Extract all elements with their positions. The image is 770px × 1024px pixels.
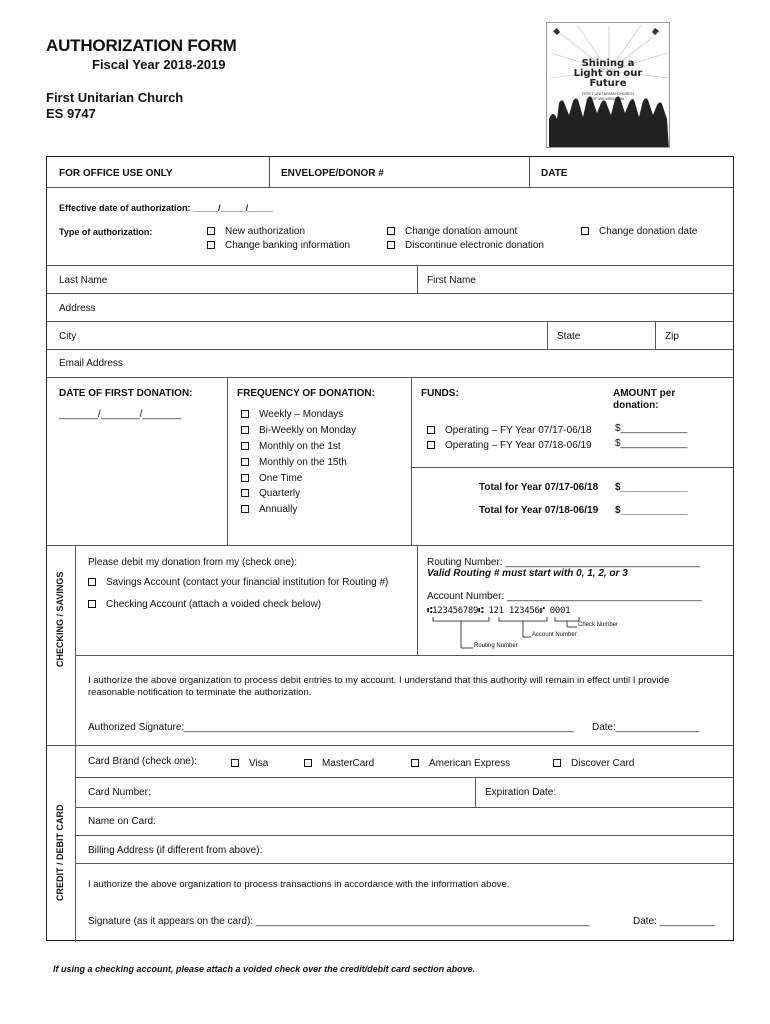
total-fy19-label: Total for Year 07/18-06/19 — [479, 505, 599, 516]
auth-change-date-option[interactable]: Change donation date — [581, 226, 697, 238]
freq-biweekly-option[interactable]: Bi-Weekly on Monday — [241, 425, 356, 437]
fiscal-year: Fiscal Year 2018-2019 — [92, 57, 226, 72]
state-field[interactable]: State — [557, 331, 581, 342]
card-mastercard-option[interactable]: MasterCard — [304, 758, 374, 770]
auth-discontinue-option[interactable]: Discontinue electronic donation — [387, 240, 544, 252]
routing-number-field[interactable]: Routing Number: ___________________________________ — [427, 557, 701, 568]
routing-number-caption: Routing Number — [474, 643, 518, 649]
fund-fy19-option[interactable]: Operating – FY Year 07/18-06/19 — [427, 440, 592, 452]
check-number-caption: Check Number — [578, 622, 619, 628]
authorized-signature-date[interactable]: Date:_______________ — [592, 722, 700, 733]
freq-annually-option[interactable]: Annually — [241, 504, 297, 516]
account-number-caption: Account Number — [532, 632, 577, 638]
routing-note: Valid Routing # must start with 0, 1, 2, or 3 — [427, 568, 628, 579]
checkbox[interactable] — [387, 241, 395, 249]
card-discover-option[interactable]: Discover Card — [553, 758, 634, 770]
auth-change-amount-option[interactable]: Change donation amount — [387, 226, 517, 238]
logo-subtitle: FIRST UNITARIAN CHURCH OF WILMINGTON — [581, 91, 635, 101]
checkbox[interactable] — [241, 489, 249, 497]
fund-fy18-amount[interactable]: $____________ — [615, 423, 688, 434]
billing-address-field[interactable]: Billing Address (if different from above): — [88, 845, 263, 856]
auth-new-option[interactable]: New authorization — [207, 226, 305, 238]
effective-date-field[interactable]: Effective date of authorization: _____/_____/_____ — [59, 203, 274, 213]
checking-account-option[interactable]: Checking Account (attach a voided check below) — [88, 599, 321, 611]
logo-tagline: Shining a Light on our Future — [573, 58, 643, 89]
freq-onetime-option[interactable]: One Time — [241, 473, 302, 485]
account-number-field[interactable]: Account Number: ___________________________________ — [427, 591, 702, 602]
checkbox[interactable] — [427, 441, 435, 449]
checkbox[interactable] — [581, 227, 589, 235]
last-name-field[interactable]: Last Name — [59, 275, 108, 286]
first-donation-label: DATE OF FIRST DONATION: — [59, 388, 193, 399]
card-authorization-text: I authorize the above organization to process transactions in accordance with the information above. — [88, 879, 510, 890]
envelope-label: ENVELOPE/DONOR # — [281, 168, 384, 179]
card-number-field[interactable]: Card Number: — [88, 787, 151, 798]
total-fy18-amount[interactable]: $____________ — [615, 482, 688, 493]
card-amex-option[interactable]: American Express — [411, 758, 510, 770]
checkbox[interactable] — [88, 600, 96, 608]
checkbox[interactable] — [304, 759, 312, 767]
freq-monthly-1-option[interactable]: Monthly on the 1st — [241, 441, 341, 453]
debit-prompt: Please debit my donation from my (check one): — [88, 557, 297, 568]
card-signature-field[interactable]: Signature (as it appears on the card): ____________________________________________________________ — [88, 916, 590, 927]
church-name: First Unitarian Church — [46, 90, 184, 105]
checkbox[interactable] — [241, 474, 249, 482]
total-fy19-amount[interactable]: $____________ — [615, 505, 688, 516]
card-visa-option[interactable]: Visa — [231, 758, 268, 770]
funds-label: FUNDS: — [421, 388, 459, 399]
first-donation-date-field[interactable]: _______/_______/_______ — [59, 409, 182, 420]
office-use-label: FOR OFFICE USE ONLY — [59, 168, 173, 179]
checking-savings-side-label: CHECKING / SAVINGS — [55, 571, 65, 667]
auth-change-bank-option[interactable]: Change banking information — [207, 240, 350, 252]
fund-fy18-option[interactable]: Operating – FY Year 07/17-06/18 — [427, 425, 592, 437]
check-diagram-lines — [427, 615, 627, 655]
email-field[interactable]: Email Address — [59, 358, 123, 369]
freq-monthly-15-option[interactable]: Monthly on the 15th — [241, 457, 347, 469]
form-title: AUTHORIZATION FORM — [46, 36, 237, 55]
checkbox[interactable] — [207, 227, 215, 235]
footer-note: If using a checking account, please attach a voided check over the credit/debit card section above. — [53, 964, 476, 974]
checkbox[interactable] — [387, 227, 395, 235]
zip-field[interactable]: Zip — [665, 331, 679, 342]
authorization-form — [46, 156, 734, 941]
checkbox[interactable] — [411, 759, 419, 767]
card-brand-label: Card Brand (check one): — [88, 756, 197, 767]
checkbox[interactable] — [427, 426, 435, 434]
city-field[interactable]: City — [59, 331, 77, 342]
checkbox[interactable] — [207, 241, 215, 249]
checkbox[interactable] — [241, 505, 249, 513]
debit-authorization-text: I authorize the above organization to process debit entries to my account. I understand that this authority will remain in effect until I provide reasonable notification to terminate the authorization. — [88, 675, 670, 698]
frequency-label: FREQUENCY OF DONATION: — [237, 388, 375, 399]
amount-label: AMOUNT per donation: — [613, 388, 676, 411]
checkbox[interactable] — [88, 578, 96, 586]
freq-quarterly-option[interactable]: Quarterly — [241, 488, 300, 500]
date-label: DATE — [541, 168, 568, 179]
church-logo — [546, 22, 670, 148]
first-name-field[interactable]: First Name — [427, 275, 476, 286]
name-on-card-field[interactable]: Name on Card: — [88, 816, 156, 827]
check-micr-line: ⑆123456789⑆ 121 123456⑈ 0001 — [427, 606, 571, 616]
freq-weekly-option[interactable]: Weekly – Mondays — [241, 409, 343, 421]
checkbox[interactable] — [241, 442, 249, 450]
expiration-date-field[interactable]: Expiration Date: — [485, 787, 557, 798]
checkbox[interactable] — [241, 426, 249, 434]
credit-debit-side-label: CREDIT / DEBIT CARD — [55, 804, 65, 901]
authorized-signature-field[interactable]: Authorized Signature:______________________________________________________________________ — [88, 722, 574, 733]
fund-fy19-amount[interactable]: $____________ — [615, 438, 688, 449]
checkbox[interactable] — [231, 759, 239, 767]
address-field[interactable]: Address — [59, 303, 96, 314]
checkbox[interactable] — [553, 759, 561, 767]
church-code: ES 9747 — [46, 106, 96, 121]
savings-account-option[interactable]: Savings Account (contact your financial institution for Routing #) — [88, 577, 388, 589]
checkbox[interactable] — [241, 458, 249, 466]
checkbox[interactable] — [241, 410, 249, 418]
auth-type-label: Type of authorization: — [59, 227, 153, 237]
total-fy18-label: Total for Year 07/17-06/18 — [479, 482, 599, 493]
card-signature-date[interactable]: Date: __________ — [633, 916, 716, 927]
